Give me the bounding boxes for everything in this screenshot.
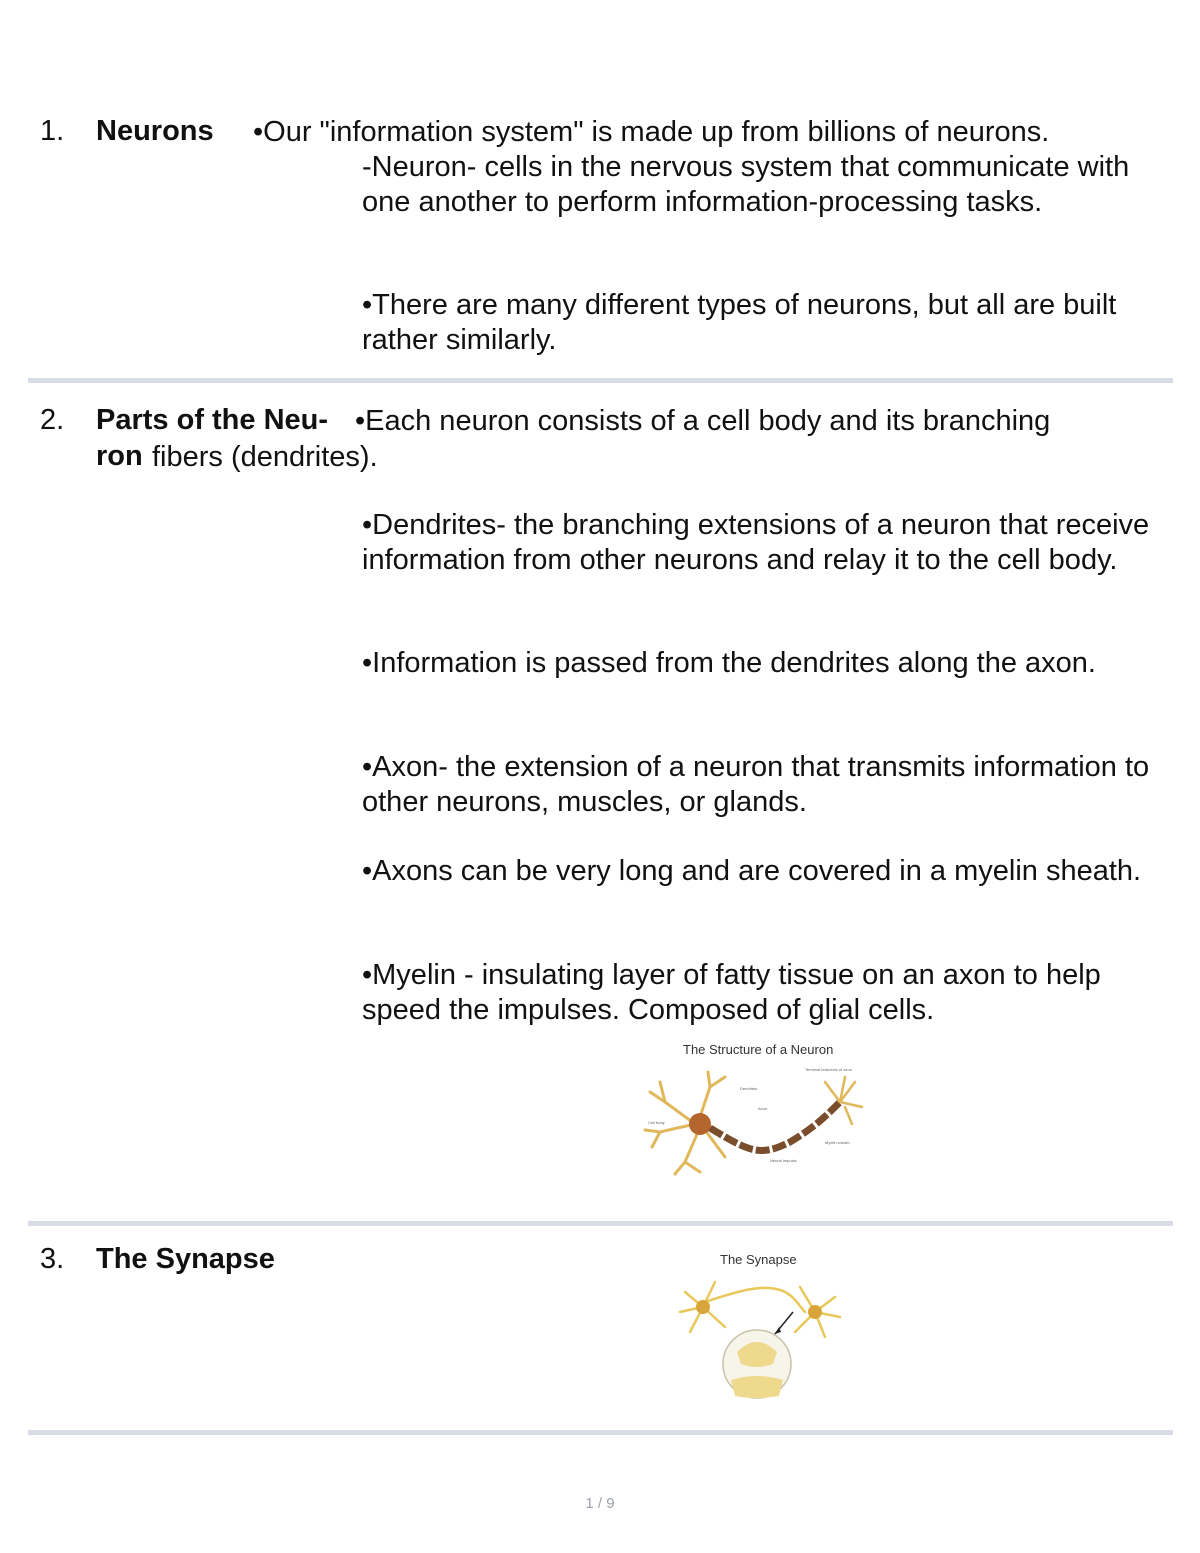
synapse-diagram	[675, 1272, 845, 1402]
section-2-lead-line2: fibers (dendrites).	[152, 441, 378, 473]
label-terminal-branches: Terminal branches of axon	[805, 1067, 852, 1072]
section-2-term-line1: Parts of the Neu-	[96, 404, 329, 436]
section-2-paragraph: •Myelin - insulating layer of fatty tissue on an axon to help speed the impulses. Composed of glial cells.	[362, 959, 1101, 1026]
section-1-lead: •Our "information system" is made up from billions of neurons.	[253, 116, 1050, 148]
section-3-term: The Synapse	[96, 1243, 275, 1275]
label-myelin-sheath: Myelin sheath	[825, 1140, 850, 1145]
section-2-paragraph: •Axons can be very long and are covered in a myelin sheath.	[362, 855, 1142, 887]
synapse-figure-title: The Synapse	[720, 1252, 797, 1267]
section-divider	[28, 1430, 1173, 1435]
section-divider	[28, 378, 1173, 383]
section-1-number: 1.	[40, 115, 65, 147]
cell-body-shape	[689, 1113, 711, 1135]
section-2-paragraph: •Dendrites- the branching extensions of a neuron that receive information from other neurons and relay it to the cell body.	[362, 509, 1150, 576]
page-number: 1 / 9	[585, 1495, 615, 1512]
label-neural-impulse: Neural impulse	[770, 1158, 797, 1163]
section-2-number: 2.	[40, 404, 65, 436]
section-3-number: 3.	[40, 1243, 65, 1275]
label-dendrites: Dendrites	[740, 1086, 758, 1091]
section-2-paragraph: •Information is passed from the dendrites along the axon.	[362, 647, 1096, 679]
section-divider	[28, 1221, 1173, 1226]
section-1-term: Neurons	[96, 115, 214, 147]
section-1-paragraph: •There are many different types of neurons, but all are built rather similarly.	[362, 289, 1117, 356]
label-axon: Axon	[758, 1106, 768, 1111]
neuron-diagram	[640, 1062, 870, 1182]
section-2-lead-line1: •Each neuron consists of a cell body and its branching	[355, 405, 1051, 437]
section-2-paragraph: •Axon- the extension of a neuron that transmits information to other neurons, muscles, or glands.	[362, 751, 1150, 818]
section-2-term-line2: ron	[96, 440, 143, 472]
axon-shape	[710, 1102, 840, 1150]
label-cell-body: Cell body	[648, 1120, 665, 1125]
section-1-paragraph: -Neuron- cells in the nervous system that communicate with one another to perform information-processing tasks.	[362, 151, 1130, 218]
neuron-figure-title: The Structure of a Neuron	[683, 1042, 834, 1057]
